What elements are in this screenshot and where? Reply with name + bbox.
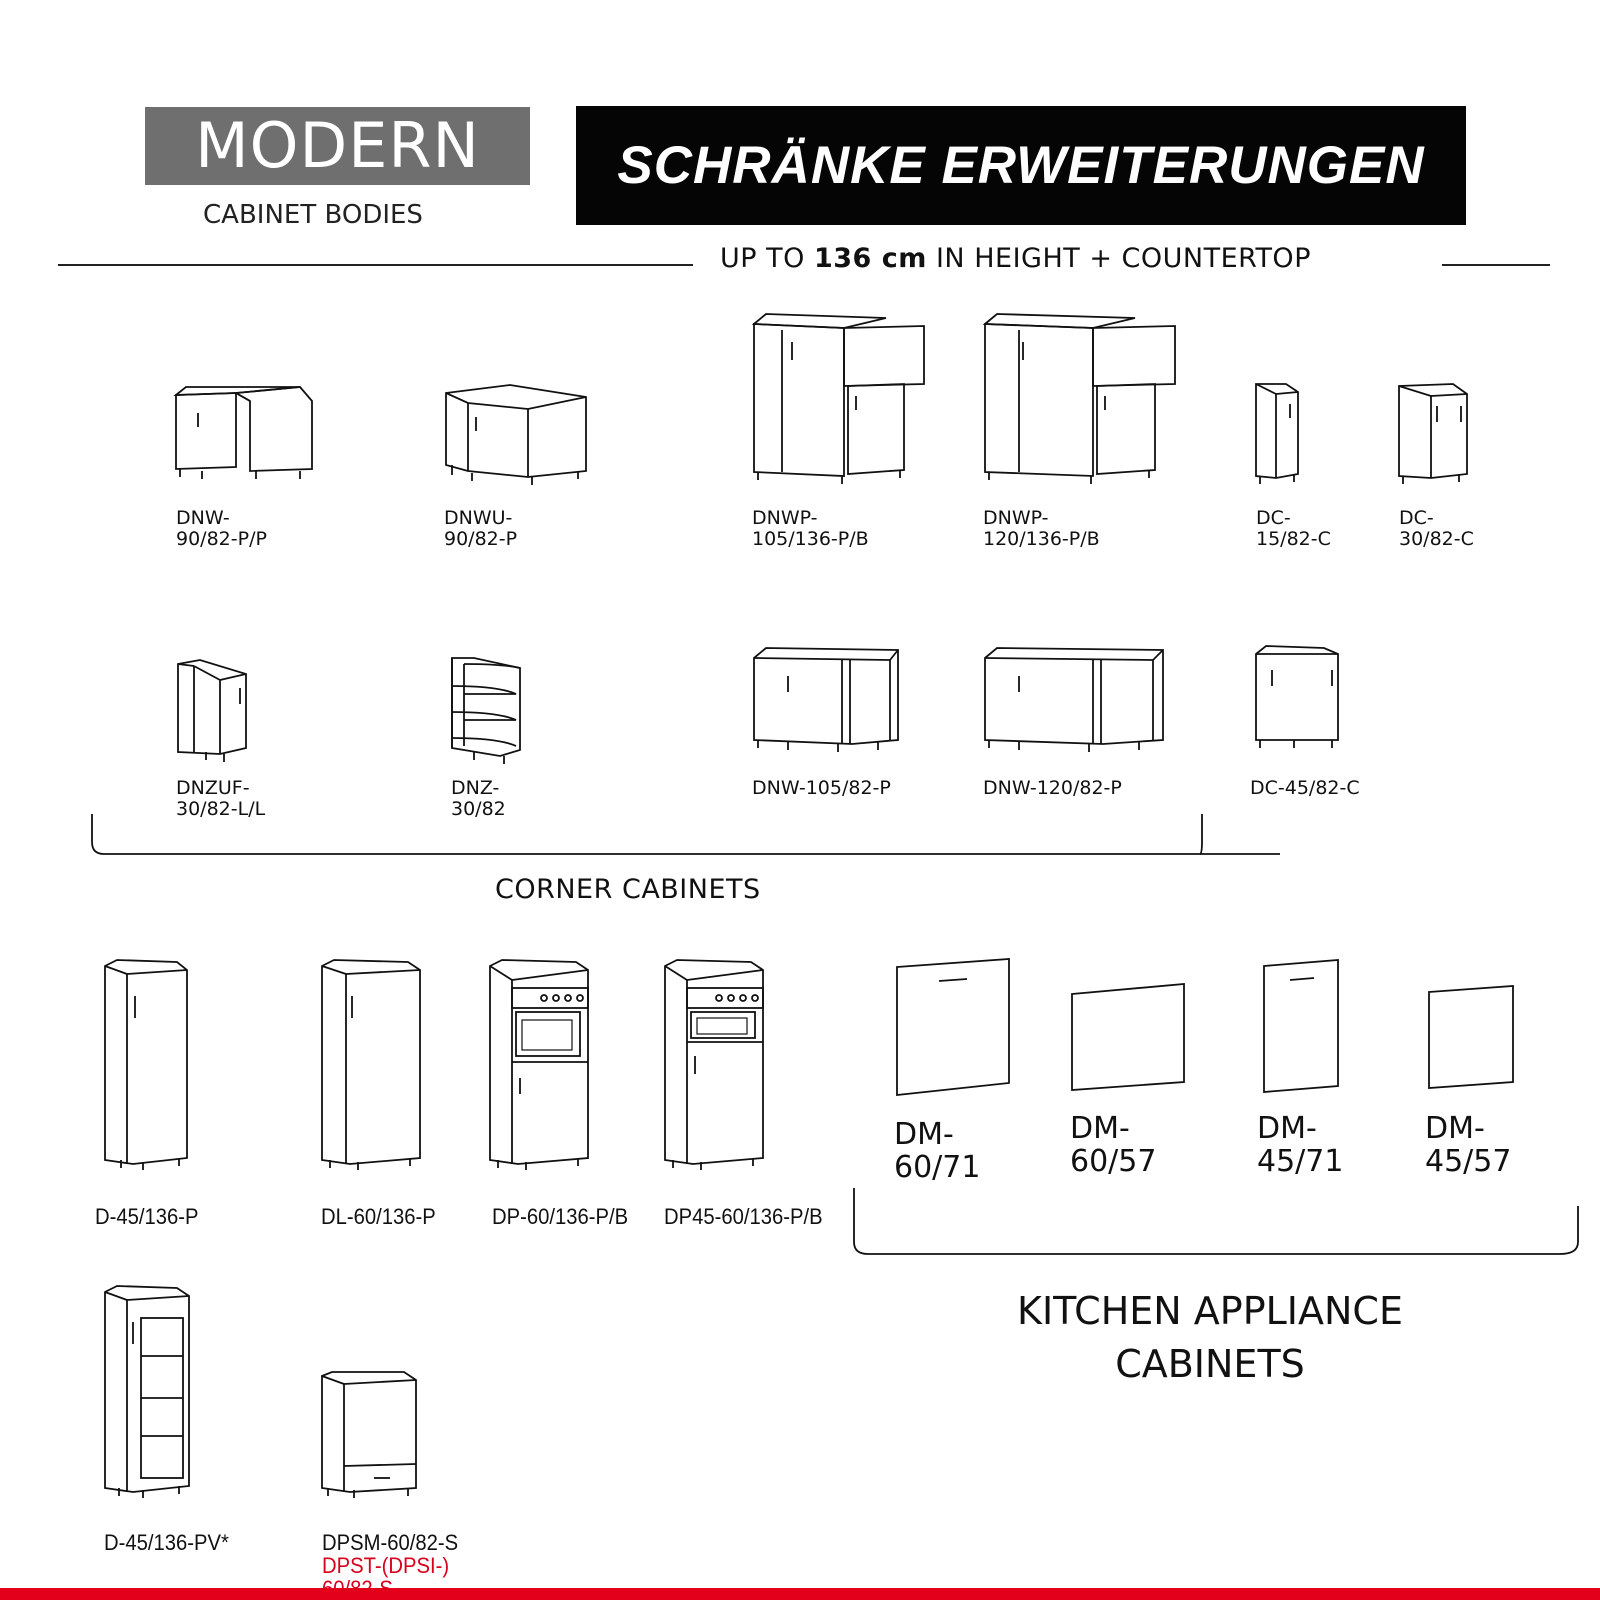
tall-cabinet-icon: [320, 958, 425, 1173]
page-title: SCHRÄNKE ERWEITERUNGEN: [576, 106, 1466, 225]
narrow-base-cabinet-icon: [1397, 380, 1473, 485]
cabinet-code: DM- 60/57: [1070, 1111, 1157, 1179]
narrow-base-cabinet-icon: [1254, 380, 1304, 485]
end-corner-cabinet-icon: [176, 658, 251, 763]
appliance-label-line: CABINETS: [1115, 1342, 1305, 1386]
open-shelf-cabinet-icon: [450, 656, 525, 764]
corner-tall-cabinet-icon: [983, 312, 1183, 484]
cabinet-code: DP45-60/136-P/B: [664, 1204, 823, 1229]
oven-housing-cabinet-icon: [320, 1370, 420, 1502]
cabinet-code: DC-45/82-C: [1250, 777, 1360, 799]
corner-base-cabinet-icon: [752, 646, 902, 758]
base-cabinet-icon: [1254, 644, 1344, 752]
appliance-label-line: KITCHEN APPLIANCE: [1017, 1289, 1403, 1333]
cabinet-code: DNWU- 90/82-P: [444, 507, 518, 550]
corner-cabinets-label: CORNER CABINETS: [495, 874, 761, 905]
cabinet-code: DC- 30/82-C: [1399, 507, 1474, 550]
corner-l-cabinet-icon: [172, 385, 317, 485]
appliance-front-panel-icon: [1427, 984, 1519, 1094]
oven-cabinet-icon: [488, 958, 593, 1173]
cabinet-code: DNWP- 120/136-P/B: [983, 507, 1100, 550]
cabinet-code: DP-60/136-P/B: [492, 1204, 629, 1229]
cabinet-code: DNW- 90/82-P/P: [176, 507, 267, 550]
cabinet-code: DM- 60/71: [894, 1117, 981, 1185]
cabinet-code: DNWP- 105/136-P/B: [752, 507, 869, 550]
appliance-front-panel-icon: [1262, 958, 1344, 1098]
appliance-front-panel-icon: [895, 957, 1015, 1099]
corner-base-cabinet-icon: [983, 646, 1168, 758]
bottom-accent-bar: [0, 1588, 1600, 1600]
cabinet-code: DM- 45/57: [1425, 1111, 1512, 1179]
cabinet-code: DNW-105/82-P: [752, 777, 891, 799]
cabinet-code: DM- 45/71: [1257, 1111, 1344, 1179]
oven-cabinet-icon: [663, 958, 768, 1173]
corner-tall-cabinet-icon: [752, 312, 932, 484]
divider-left: [58, 264, 693, 266]
cabinet-code: DC- 15/82-C: [1256, 507, 1331, 550]
brand-logo: MODERN: [145, 107, 530, 185]
cabinet-code: D-45/136-PV*: [104, 1530, 229, 1555]
cabinet-code: D-45/136-P: [95, 1204, 199, 1229]
cabinet-code: DNW-120/82-P: [983, 777, 1122, 799]
corner-diagonal-cabinet-icon: [442, 385, 592, 485]
cabinet-code: DNZUF- 30/82-L/L: [176, 777, 266, 820]
height-caption: UP TO 136 cm IN HEIGHT + COUNTERTOP: [720, 243, 1311, 274]
brand-subtitle: CABINET BODIES: [203, 200, 423, 230]
cabinet-code: DNZ- 30/82: [451, 777, 506, 820]
cabinet-code: DL-60/136-P: [321, 1204, 436, 1229]
glass-door-cabinet-icon: [103, 1284, 193, 1502]
divider-right: [1442, 264, 1550, 266]
appliance-cabinets-label: [960, 1285, 1460, 1391]
cabinet-code: DPSM-60/82-S: [322, 1530, 459, 1555]
tall-cabinet-icon: [103, 958, 193, 1173]
corner-cabinets-bracket: [90, 812, 1210, 862]
appliance-cabinets-bracket: [852, 1186, 1582, 1266]
dpst-note-line1: DPST-(DPSI-): [322, 1553, 450, 1578]
appliance-front-panel-icon: [1070, 982, 1190, 1094]
